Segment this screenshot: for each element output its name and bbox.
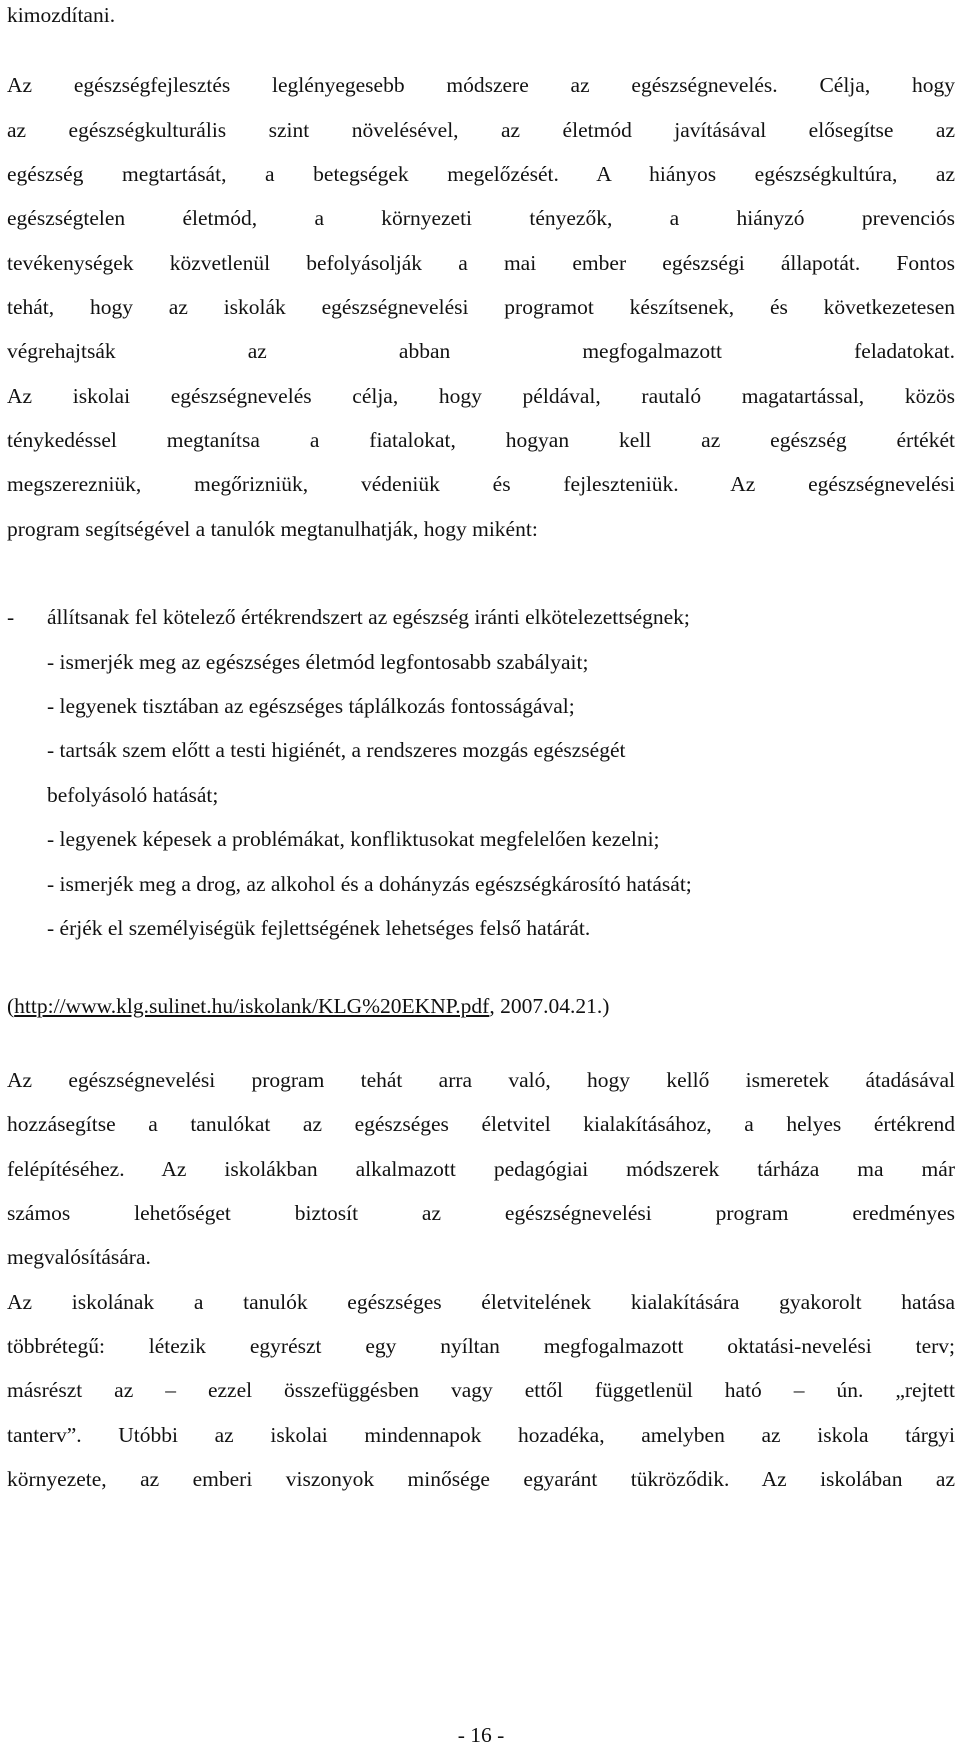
text-line: végrehajtsák az abban megfogalmazott feladatokat. (7, 339, 955, 363)
text-line: ténykedéssel megtanítsa a fiatalokat, hogyan kell az egészség értékét (7, 428, 955, 452)
list-item: állítsanak fel kötelező értékrendszert az egészség iránti elkötelezettségnek; (47, 605, 690, 629)
citation-date: , 2007.04.21.) (489, 994, 610, 1018)
text-line: kimozdítani. (7, 3, 116, 27)
citation-open: ( (7, 994, 15, 1018)
text-line: Az egészségnevelési program tehát arra való, hogy kellő ismeretek átadásával (7, 1068, 955, 1092)
citation-link[interactable]: http://www.klg.sulinet.hu/iskolank/KLG%20EKNP.pdf (14, 994, 490, 1018)
text-line: felépítéséhez. Az iskolákban alkalmazott pedagógiai módszerek tárháza ma már (7, 1157, 955, 1181)
list-item: befolyásoló hatását; (47, 783, 219, 807)
list-item: - ismerjék meg a drog, az alkohol és a dohányzás egészségkárosító hatását; (47, 872, 692, 896)
text-line: program segítségével a tanulók megtanulhatják, hogy miként: (7, 517, 538, 541)
text-line: egészség megtartását, a betegségek megelőzését. A hiányos egészségkultúra, az (7, 162, 955, 186)
text-line: Az egészségfejlesztés leglényegesebb módszere az egészségnevelés. Célja, hogy (7, 73, 955, 97)
text-line: számos lehetőséget biztosít az egészségnevelési program eredményes (7, 1201, 955, 1225)
text-line: megvalósítására. (7, 1245, 151, 1269)
text-line: hozzásegítse a tanulókat az egészséges életvitel kialakításához, a helyes értékrend (7, 1112, 955, 1136)
text-line: tevékenységek közvetlenül befolyásolják a mai ember egészségi állapotát. Fontos (7, 251, 955, 275)
list-item: - tartsák szem előtt a testi higiénét, a rendszeres mozgás egészségét (47, 738, 626, 762)
text-line: Az iskolának a tanulók egészséges életvitelének kialakítására gyakorolt hatása (7, 1290, 955, 1314)
text-line: tehát, hogy az iskolák egészségnevelési programot készítsenek, és következetesen (7, 295, 955, 319)
text-line: másrészt az – ezzel összefüggésben vagy ettől függetlenül ható – ún. „rejtett (7, 1378, 955, 1402)
list-item: - legyenek tisztában az egészséges táplálkozás fontosságával; (47, 694, 575, 718)
citation (7, 992, 609, 1020)
list-item: - legyenek képesek a problémákat, konfliktusokat megfelelően kezelni; (47, 827, 660, 851)
list-item: - érjék el személyiségük fejlettségének lehetséges felső határát. (47, 916, 591, 940)
list-item: - ismerjék meg az egészséges életmód legfontosabb szabályait; (47, 650, 589, 674)
list-dash: - (7, 605, 15, 629)
text-line: megszerezniük, megőrizniük, védeniük és fejleszteniük. Az egészségnevelési (7, 472, 955, 496)
text-line: környezete, az emberi viszonyok minősége egyaránt tükröződik. Az iskolában az (7, 1467, 955, 1491)
text-line: az egészségkulturális szint növelésével, az életmód javításával elősegítse az (7, 118, 955, 142)
text-line: Az iskolai egészségnevelés célja, hogy példával, rautaló magatartással, közös (7, 384, 955, 408)
text-line: tanterv”. Utóbbi az iskolai mindennapok hozadéka, amelyben az iskola tárgyi (7, 1423, 955, 1447)
page-number: - 16 - (457, 1723, 505, 1747)
text-line: többrétegű: létezik egyrészt egy nyíltan megfogalmazott oktatási-nevelési terv; (7, 1334, 955, 1358)
text-line: egészségtelen életmód, a környezeti tényezők, a hiányzó prevenciós (7, 206, 955, 230)
